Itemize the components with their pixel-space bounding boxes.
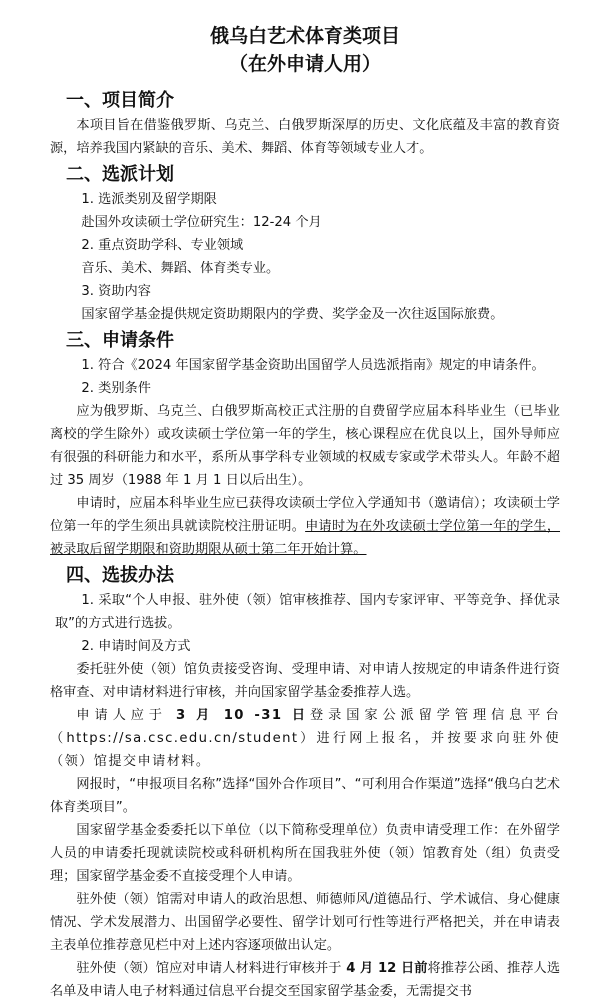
selection-item-2: 2. 申请时间及方式 (81, 639, 191, 654)
selection-paragraph-6-lead: 驻外使（领）馆应对申请人材料进行审核并于 (76, 961, 342, 976)
selection-paragraph-2-rest: 登录国家公派留学管理信息平台（https://sa.csc.edu.cn/student）进行网上报名，并按要求向驻外使（领）馆提交申请材料。 (50, 708, 560, 769)
section-heading-intro: 一、项目简介 (66, 90, 174, 111)
plan-text-2: 音乐、美术、舞蹈、体育类专业。 (81, 261, 280, 276)
intro-paragraph: 本项目旨在借鉴俄罗斯、乌克兰、白俄罗斯深厚的历史、文化底蕴及丰富的教育资源，培养我国内紧缺的音乐、美术、舞蹈、体育等领域专业人才。 (50, 118, 560, 156)
plan-item-3: 3. 资助内容 (81, 284, 151, 299)
document-subtitle: （在外申请人用） (228, 53, 381, 75)
selection-item-1: 1. 采取“个人申报、驻外使（领）馆审核推荐、国内专家评审、平等竞争、择优录取”的方式进行选拔。 (55, 593, 560, 631)
selection-paragraph-2 (50, 704, 560, 773)
conditions-paragraph-2-text: 申请时，应届本科毕业生应已获得攻读硕士学位入学通知书（邀请信）；攻读硕士学位第一年的学生须出具就读院校注册证明。 (50, 496, 560, 534)
section-heading-selection: 四、选拔办法 (66, 565, 174, 586)
plan-text-1: 赴国外攻读硕士学位研究生：12-24 个月 (81, 215, 322, 230)
document-title: 俄乌白艺术体育类项目 (209, 25, 400, 47)
conditions-underlined-note: 申请时为在外攻读硕士学位第一年的学生，被录取后留学期限和资助期限从硕士第二年开始计算。 (50, 519, 561, 557)
selection-paragraph-5: 驻外使（领）馆需对申请人的政治思想、师德师风/道德品行、学术诚信、身心健康情况、学术发展潜力、出国留学必要性、留学计划可行性等进行严格把关，并在申请表主表单位推荐意见栏中对上述内容逐项做出认定。 (50, 892, 560, 953)
conditions-item-2: 2. 类别条件 (81, 381, 151, 396)
section-heading-plan: 二、选派计划 (66, 164, 174, 185)
conditions-item-1: 1. 符合《2024 年国家留学基金资助出国留学人员选派指南》规定的申请条件。 (81, 358, 545, 373)
selection-paragraph-2-lead: 申请人应于 (76, 708, 177, 723)
selection-paragraph-6 (50, 957, 560, 1003)
selection-paragraph-6-rest: 将推荐公函、推荐人选名单及申请人电子材料通过信息平台提交至国家留学基金委，无需提交书 (50, 961, 561, 999)
selection-paragraph-1: 委托驻外使（领）馆负责接受咨询、受理申请、对申请人按规定的申请条件进行资格审查、对申请材料进行审核，并向国家留学基金委推荐人选。 (50, 662, 560, 700)
plan-item-1: 1. 选派类别及留学期限 (81, 192, 217, 207)
selection-paragraph-3: 网报时，“申报项目名称”选择“国外合作项目”、“可利用合作渠道”选择“俄乌白艺术体育类项目”。 (50, 777, 560, 815)
conditions-paragraph-2 (50, 492, 560, 561)
submission-deadline: 4 月 12 日前 (341, 961, 428, 976)
selection-paragraph-4: 国家留学基金委委托以下单位（以下简称受理单位）负责申请受理工作：在外留学人员的申请委托现就读院校或科研机构所在国我驻外使（领）馆教育处（组）负责受理；国家留学基金委不直接受理个人申请。 (50, 823, 560, 884)
section-heading-conditions: 三、申请条件 (66, 330, 174, 351)
application-date-range: 3 月 10 -31 日 (176, 708, 311, 723)
conditions-paragraph-1: 应为俄罗斯、乌克兰、白俄罗斯高校正式注册的自费留学应届本科毕业生（已毕业离校的学生除外）或攻读硕士学位第一年的学生，核心课程应在优良以上，国外导师应有很强的科研能力和水平，系所从事学科专业领域的权威专家或学术带头人。年龄不超过 35 周岁（1988 年 1 月 1 日以后出生）。 (50, 404, 560, 488)
plan-item-2: 2. 重点资助学科、专业领域 (81, 238, 244, 253)
plan-text-3: 国家留学基金提供规定资助期限内的学费、奖学金及一次往返国际旅费。 (81, 307, 504, 322)
